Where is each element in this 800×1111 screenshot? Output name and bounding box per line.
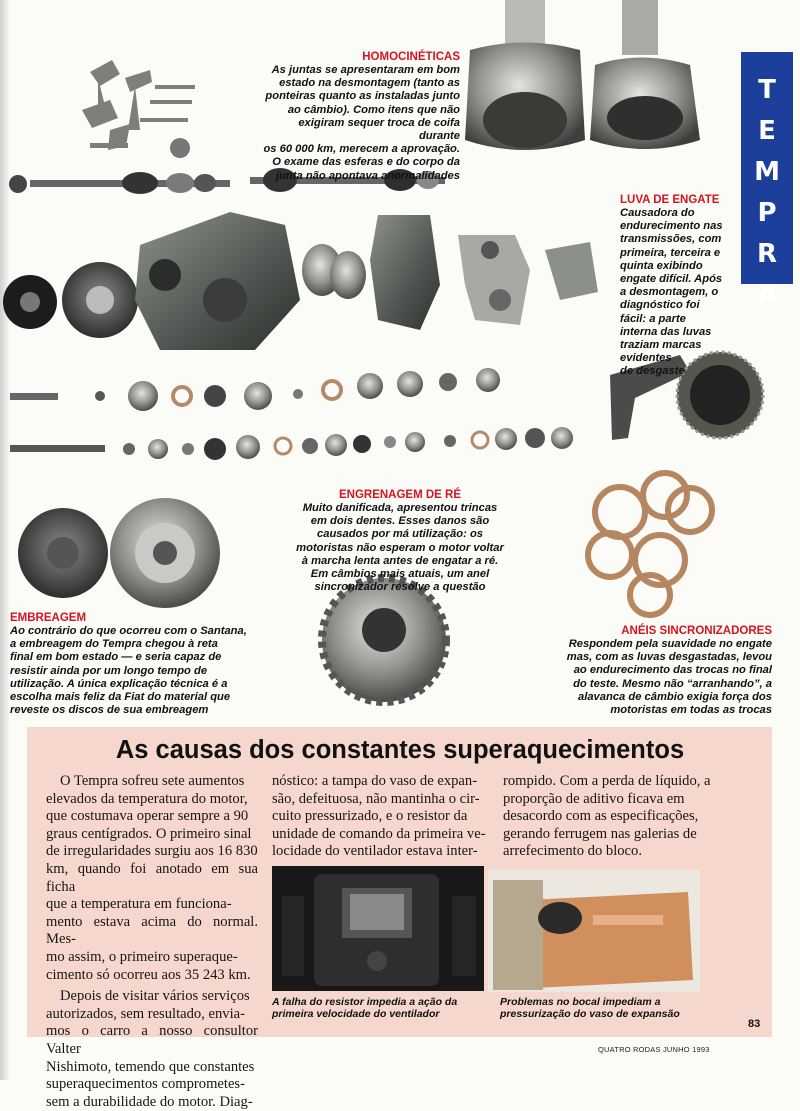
caption-line: ao câmbio). Como itens que não <box>287 103 460 116</box>
clutch-disc <box>18 508 108 598</box>
clutch-plate-small <box>3 275 57 329</box>
caption-line: à marcha lenta antes de engatar a ré. <box>301 554 499 567</box>
caption-aneis <box>510 624 772 717</box>
caption-line: junta não apontava anormalidades <box>275 169 460 182</box>
caption-line: do teste. Mesmo não “arranhando”, a <box>573 677 772 690</box>
box-column-3 <box>503 773 727 861</box>
gearbox-housing <box>370 215 440 330</box>
text-line: locidade do ventilador estava inter- <box>272 843 478 860</box>
text-line: O Tempra sofreu sete aumentos <box>60 773 245 789</box>
box-column-1 <box>46 773 258 1111</box>
cv-joint-right <box>590 0 700 149</box>
caption-line: Muito danificada, apresentou trincas <box>302 502 498 514</box>
photo-tank-caption <box>500 996 712 1021</box>
caption-aneis-title: ANÉIS SINCRONIZADORES <box>621 625 772 637</box>
caption-line: a desmontagem, o <box>620 286 719 299</box>
caption-line: mas, com as luvas desgastadas, levou <box>566 651 772 664</box>
caption-line: de desgaste <box>620 365 685 378</box>
selector-housing <box>545 242 598 300</box>
clutch-pressure-plate <box>62 262 138 338</box>
caption-line: estado na desmontagem (tanto as <box>279 77 460 90</box>
footer-magazine: QUATRO RODAS JUNHO 1993 <box>598 1045 710 1054</box>
caption-line: final em bom estado — e seria capaz de <box>10 651 222 664</box>
caption-line: motoristas não esperam o motor voltar <box>296 541 504 554</box>
text-line: cimento só ocorreu aos 35 243 km. <box>46 966 251 983</box>
gear-cluster <box>302 244 366 299</box>
section-tab <box>741 52 793 310</box>
text-line: arrefecimento do bloco. <box>503 843 642 860</box>
text-line: desacordo com as especificações, <box>503 808 699 825</box>
caption-line: causados por má utilização: os <box>317 528 483 541</box>
text-line: que a temperatura em funciona- <box>46 896 232 913</box>
text-line: de irregularidades surgiu aos 16 830 <box>46 843 258 860</box>
caption-line: evidentes <box>620 352 672 365</box>
text-line: proporção de aditivo ficava em <box>503 790 685 807</box>
photo-resistor <box>272 866 484 991</box>
caption-line: resistir ainda por um longo tempo de <box>10 664 208 677</box>
caption-line: primeira velocidade do ventilador <box>272 1008 440 1021</box>
caption-line: A falha do resistor impedia a ação da <box>272 996 458 1008</box>
photo-resistor-caption <box>272 996 484 1021</box>
text-line: km, quando foi anotado em sua ficha <box>46 860 258 895</box>
caption-line: Ao contrário do que ocorreu com o Santana, <box>10 625 247 637</box>
text-line: Depois de visitar vários serviços <box>60 988 250 1005</box>
text-line: Nishimoto, temendo que constantes <box>46 1058 255 1075</box>
caption-line: motoristas em todas as trocas <box>610 704 772 717</box>
text-line: nóstico: a tampa do vaso de expan- <box>272 773 478 789</box>
caption-line: exigiram sequer troca de coifa durante <box>298 116 460 143</box>
text-line: superaquecimentos comprometes- <box>46 1076 245 1093</box>
secondary-shaft-row <box>10 427 573 460</box>
text-line: elevados da temperatura do motor, <box>46 790 248 807</box>
caption-line: escolha mais feliz da Fiat do material que <box>10 691 231 704</box>
text-line: unidade de comando da primeira ve- <box>272 825 486 842</box>
caption-line: pressurização do vaso de expansão <box>500 1008 680 1021</box>
caption-homocineticas-title: HOMOCINÉTICAS <box>362 51 460 63</box>
caption-engrenagem-title: ENGRENAGEM DE RÉ <box>338 489 462 501</box>
caption-luva-title: LUVA DE ENGATE <box>620 194 720 206</box>
text-line: sem a durabilidade do motor. Diag- <box>46 1093 253 1110</box>
caption-line: diagnóstico foi <box>620 299 700 312</box>
text-line: autorizados, sem resultado, envia- <box>46 1005 245 1022</box>
caption-line: ponteiras quanto as instaladas junto <box>265 90 460 103</box>
text-line: cuito pressurizado, e o resistor da <box>272 808 468 825</box>
transmission-case <box>135 212 300 350</box>
box-column-2 <box>272 773 498 861</box>
caption-line: Em câmbios mais atuais, um anel <box>310 568 490 581</box>
caption-line: alavanca de câmbio exigia força dos <box>577 690 772 703</box>
drive-shaft-left <box>9 172 230 194</box>
caption-line: transmissões, com <box>620 233 722 246</box>
clutch-cover <box>110 498 220 608</box>
caption-line: utilização. A única explicação técnica é a <box>10 677 228 690</box>
caption-line: engate difícil. Após <box>620 273 723 286</box>
text-line: rompido. Com a perda de líquido, a <box>503 773 711 789</box>
synchronizer-rings <box>588 473 712 615</box>
caption-line: endurecimento nas <box>620 220 723 233</box>
gearbox-cover <box>458 235 530 325</box>
caption-line: O exame das esferas e do corpo da <box>272 156 460 169</box>
text-line: gerando ferrugem nas galerias de <box>503 825 697 842</box>
caption-line: a embreagem do Tempra chegou à reta <box>10 638 218 651</box>
caption-line: os 60 000 km, merecem a aprovação. <box>263 143 460 156</box>
text-line: graus centígrados. O primeiro sinal <box>46 825 252 842</box>
main-shaft-row <box>10 368 500 411</box>
caption-line: em dois dentes. Esses danos são <box>310 515 490 528</box>
caption-line: ao endurecimento das trocas no final <box>573 664 772 677</box>
text-line: que costumava operar sempre a 90 <box>46 808 249 825</box>
text-line: mo assim, o primeiro superaque- <box>46 948 238 965</box>
text-line: são, defeituosa, não mantinha o cir- <box>272 790 480 807</box>
caption-line: traziam marcas <box>620 339 702 352</box>
caption-embreagem <box>10 611 280 717</box>
reverse-gear <box>322 578 446 702</box>
box-title: As causas dos constantes superaquecimentos <box>115 736 685 764</box>
shift-forks <box>82 60 195 158</box>
caption-line: As juntas se apresentaram em bom <box>271 64 460 76</box>
caption-embreagem-title: EMBREAGEM <box>10 612 87 624</box>
caption-line: quinta exibindo <box>620 259 703 272</box>
caption-homocineticas <box>262 50 460 183</box>
caption-line: sincronizador resolve a questão <box>314 581 486 594</box>
caption-luva <box>620 193 745 379</box>
caption-line: Respondem pela suavidade no engate <box>568 638 772 650</box>
caption-line: Causadora do <box>620 207 695 219</box>
photo-expansion-tank <box>488 870 700 992</box>
caption-line: interna das luvas <box>620 325 712 338</box>
caption-line: Problemas no bocal impediam a <box>500 996 661 1008</box>
text-line: mos o carro a nosso consultor Valter <box>46 1023 258 1057</box>
section-tab-label: T E M P R A <box>754 75 780 310</box>
caption-engrenagem <box>280 488 520 594</box>
caption-line: fácil: a parte <box>620 312 686 325</box>
text-line: mento estava acima do normal. Mes- <box>46 913 258 948</box>
page-number: 83 <box>748 1018 761 1030</box>
caption-line: primeira, terceira e <box>620 246 721 259</box>
caption-line: reveste os discos de sua embreagem <box>10 704 209 717</box>
cv-joint-left <box>465 0 585 150</box>
